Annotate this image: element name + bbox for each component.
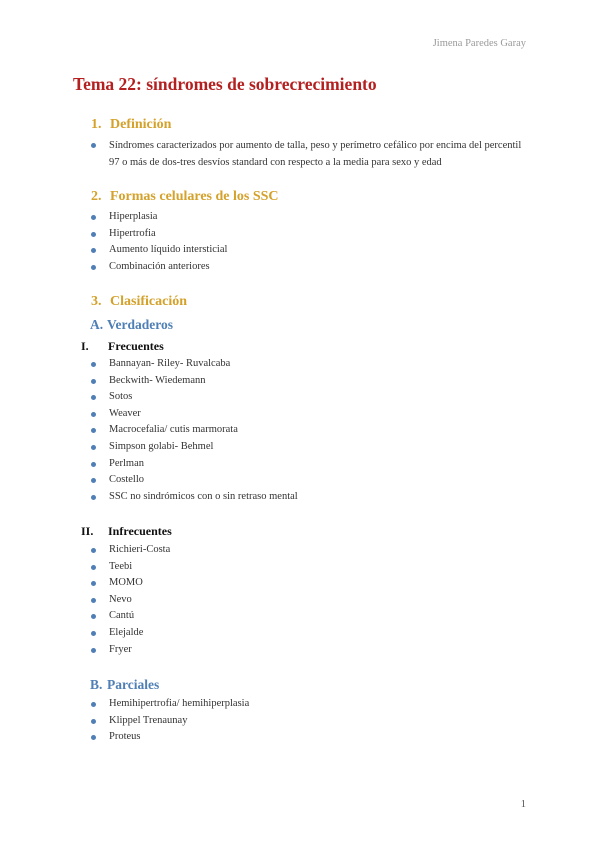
list-item: Weaver (109, 406, 529, 423)
subsection-title: Parciales (107, 677, 160, 692)
section-definicion-heading (91, 117, 171, 133)
list-item: Perlman (109, 456, 529, 473)
list-item: Simpson golabi- Behmel (109, 439, 529, 456)
section-title: Formas celulares de los SSC (110, 189, 279, 204)
infrecuentes-heading (81, 524, 172, 539)
list-item: Nevo (109, 592, 529, 609)
list-item: Hipertrofia (109, 226, 529, 243)
list-item: Combinación anteriores (109, 259, 529, 276)
section-number: 2. (91, 189, 102, 204)
section-number: 3. (91, 294, 102, 309)
section-number: 1. (91, 117, 102, 132)
list-item: Costello (109, 472, 529, 489)
frecuentes-heading (81, 339, 164, 354)
definicion-list (109, 137, 529, 171)
list-item: Cantú (109, 608, 529, 625)
section-clasificacion-heading (91, 294, 187, 310)
list-item: Richieri-Costa (109, 542, 529, 559)
section-title: Definición (110, 117, 172, 132)
page-header-author: Jimena Paredes Garay (432, 38, 526, 49)
infrecuentes-list (109, 542, 529, 658)
frecuentes-list (109, 356, 529, 505)
list-item: Fryer (109, 642, 529, 659)
subsection-letter: A. (90, 317, 104, 332)
list-item: Sotos (109, 389, 529, 406)
subsection-title: Verdaderos (107, 317, 174, 332)
list-item: MOMO (109, 575, 529, 592)
list-item: Teebi (109, 559, 529, 576)
list-item: Hemihipertrofia/ hemihiperplasia (109, 696, 529, 713)
page-number: 1 (520, 799, 526, 810)
list-item: Aumento líquido intersticial (109, 242, 529, 259)
section-formas-heading (91, 189, 279, 205)
list-item: Beckwith- Wiedemann (109, 373, 529, 390)
list-item: Klippel Trenaunay (109, 713, 529, 730)
list-item: SSC no sindrómicos con o sin retraso mental (109, 489, 529, 506)
subsection-letter: B. (90, 677, 103, 692)
subsection-parciales-heading (90, 677, 159, 693)
list-item: Síndromes caracterizados por aumento de talla, peso y perímetro cefálico por encima del percentil 97 o más de dos-tres desvíos standard con respecto a la media para sexo y edad (109, 137, 529, 171)
list-item: Macrocefalia/ cutis marmorata (109, 422, 529, 439)
formas-list (109, 209, 529, 275)
roman-number: I. (81, 339, 89, 353)
group-title: Infrecuentes (108, 524, 172, 538)
subsection-verdaderos-heading (90, 317, 173, 333)
list-item: Elejalde (109, 625, 529, 642)
section-title: Clasificación (110, 294, 187, 309)
list-item: Hiperplasia (109, 209, 529, 226)
parciales-list (109, 696, 529, 746)
list-item: Proteus (109, 729, 529, 746)
document-title: Tema 22: síndromes de sobrecrecimiento (73, 74, 377, 94)
roman-number: II. (81, 524, 94, 538)
group-title: Frecuentes (108, 339, 164, 353)
list-item: Bannayan- Riley- Ruvalcaba (109, 356, 529, 373)
